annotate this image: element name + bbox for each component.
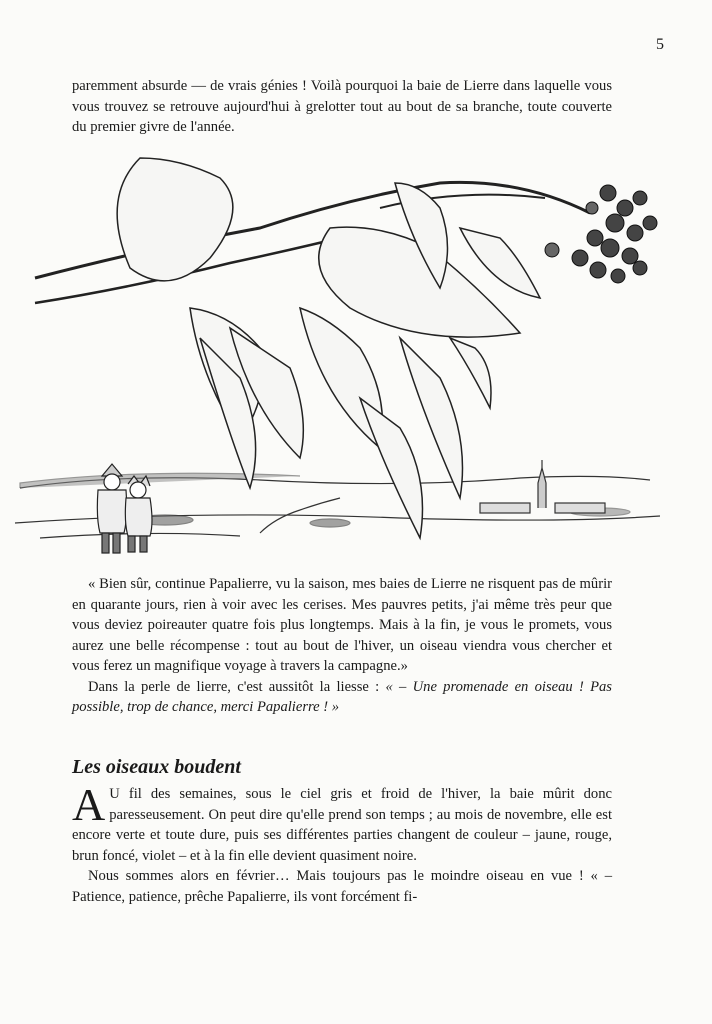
joy-exclamation: « – Une promenade en oiseau ! Pas possible, trop de chance, merci Papalierre ! » xyxy=(72,678,612,715)
section-heading: Les oiseaux boudent xyxy=(72,756,241,778)
body-paragraph-2: Nous sommes alors en février… Mais toujours pas le moindre oiseau en vue ! « – Patience, patience, prêche Papalierre, ils vont forcément fi- xyxy=(72,868,612,905)
leaf xyxy=(450,338,491,408)
body-paragraph-1-text: U fil des semaines, sous le ciel gris et froid de l'hiver, la baie mûrit donc paresseusement. On peut dire qu'elle prend son temps ; au mois de novembre, elle est encore verte et toute dure, puis ses différentes parties changent de couleur – jaune, rouge, brun foncé, violet – et à la fin elle devient quasiment noire. xyxy=(72,786,612,864)
leaf xyxy=(117,158,233,281)
intro-text: paremment absurde — de vrais génies ! Voilà pourquoi la baie de Lierre dans laquelle vous vous trouvez se retrouve aujourd'hui à grelotter tout au bout de sa branche, toute couverte du premier givre de l'année. xyxy=(72,78,612,135)
papalierre-quote: « Bien sûr, continue Papalierre, vu la saison, mes baies de Lierre ne risquent pas de mûrir en quarante jours, rien à voir avec les cerises. Mes pauvres petits, j'ai même très peur que vous deviez poireauter quatre fois plus longtemps. Mais à la fin, je vous le promets, vous aurez une belle récompense : tout au bout de l'hiver, un oiseau viendra vous chercher et vous ferez un magnifique voyage à travers la campagne.» xyxy=(72,576,612,674)
page-number: 5 xyxy=(656,36,664,53)
drop-cap: A xyxy=(72,779,106,830)
joy-paragraph xyxy=(72,677,612,718)
intro-paragraph xyxy=(72,76,612,138)
quote-section xyxy=(72,574,612,718)
body-paragraph-1 xyxy=(72,779,612,866)
ivy-illustration xyxy=(0,138,712,570)
section-body xyxy=(72,779,612,907)
joy-lead: Dans la perle de lierre, c'est aussitôt la liesse : xyxy=(88,678,386,695)
